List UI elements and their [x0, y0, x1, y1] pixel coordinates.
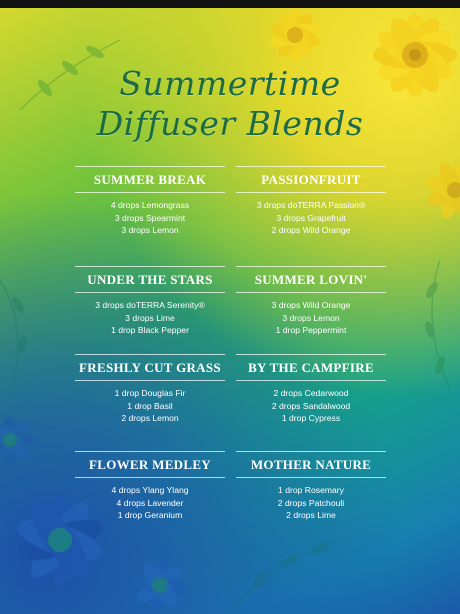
ingredient: 1 drop Douglas Fir — [114, 388, 186, 398]
ingredient: 2 drops Wild Orange — [271, 225, 351, 236]
leaf-spray-right — [423, 260, 450, 390]
ingredient: 2 drops Lime — [286, 510, 336, 521]
ingredient: 4 drops Lavender — [116, 497, 184, 508]
ingredient: 1 drop Cypress — [281, 413, 341, 424]
ingredient: 2 drops Patchouli — [277, 497, 345, 508]
blend-ingredients — [75, 387, 225, 425]
ingredient: 4 drops Lemongrass — [110, 200, 190, 210]
ingredient: 2 drops Lemon — [121, 413, 179, 424]
ingredient: 3 drops Lime — [125, 312, 175, 323]
blend-heading: SUMMER LOVIN' — [236, 266, 386, 293]
blend-heading: PASSIONFRUIT — [236, 166, 386, 193]
leaf-spray-left — [0, 280, 29, 400]
leaf-spray-bottom — [230, 540, 340, 614]
ingredient: 3 drops Grapefruit — [276, 212, 346, 223]
ingredient: 3 drops Lemon — [121, 225, 179, 236]
blend-ingredients — [236, 387, 386, 425]
page-title-line-2: Diffuser Blends — [96, 104, 364, 143]
page-title-line-1: Summertime — [119, 64, 341, 103]
blend-heading: MOTHER NATURE — [236, 451, 386, 478]
blend-heading: SUMMER BREAK — [75, 166, 225, 193]
ingredient: 3 drops Spearmint — [114, 212, 186, 223]
blend-heading: FLOWER MEDLEY — [75, 451, 225, 478]
blend-heading: UNDER THE STARS — [75, 266, 225, 293]
blue-flower-left — [0, 415, 35, 465]
blend-heading: FRESHLY CUT GRASS — [75, 354, 225, 381]
yellow-flower-small — [267, 9, 322, 62]
blend-ingredients — [236, 484, 386, 522]
ingredient: 3 drops Lemon — [282, 312, 340, 323]
ingredient: 2 drops Sandalwood — [271, 400, 351, 411]
ingredient: 3 drops doTERRA Serenity® — [95, 300, 205, 310]
blend-ingredients — [75, 299, 225, 337]
ingredient: 1 drop Basil — [127, 400, 173, 411]
ingredient: 1 drop Black Pepper — [111, 325, 189, 336]
blend-summer-lovin — [236, 266, 386, 337]
ingredient: 2 drops Cedarwood — [273, 388, 349, 398]
blend-flower-medley — [75, 451, 225, 522]
ingredient: 1 drop Rosemary — [278, 485, 344, 495]
blend-under-the-stars — [75, 266, 225, 337]
blue-flower-small — [132, 557, 188, 613]
yellow-flower-right — [423, 158, 460, 221]
blend-ingredients — [236, 299, 386, 337]
blend-passionfruit — [236, 166, 386, 237]
blend-freshly-cut-grass — [75, 354, 225, 425]
blend-mother-nature — [236, 451, 386, 522]
ingredient: 4 drops Ylang Ylang — [111, 485, 189, 495]
blend-by-the-campfire — [236, 354, 386, 425]
ingredient: 3 drops Wild Orange — [271, 300, 351, 310]
ingredient: 1 drop Geranium — [117, 510, 183, 521]
blend-heading: BY THE CAMPFIRE — [236, 354, 386, 381]
blend-summer-break — [75, 166, 225, 237]
blend-ingredients — [236, 199, 386, 237]
ingredient: 3 drops doTERRA Passion® — [256, 200, 366, 210]
ingredient: 1 drop Peppermint — [275, 325, 347, 336]
blend-ingredients — [75, 484, 225, 522]
blend-ingredients — [75, 199, 225, 237]
